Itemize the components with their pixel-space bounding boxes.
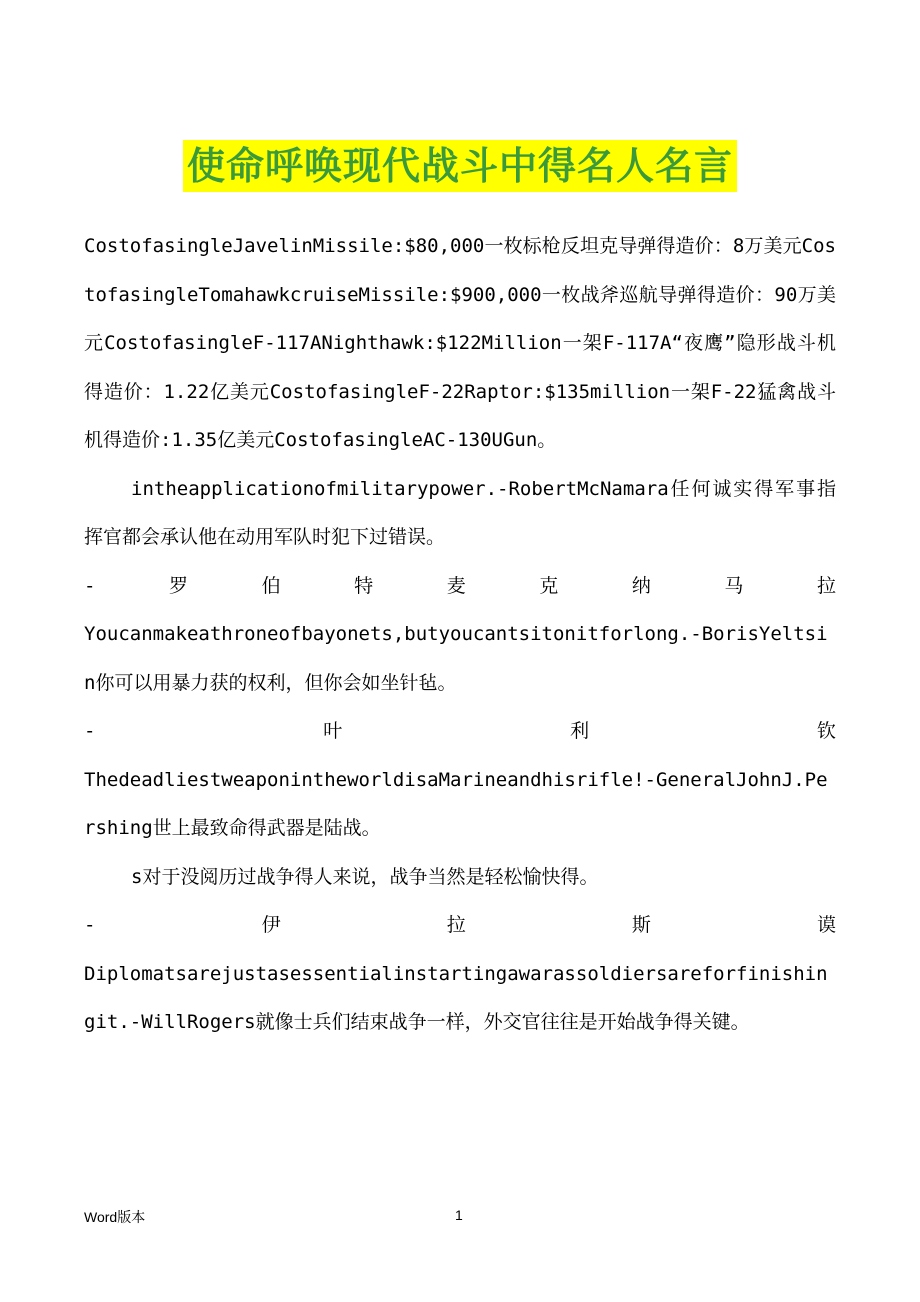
- page-number: 1: [455, 1207, 463, 1223]
- document-body: [84, 222, 836, 1047]
- attribution-char: 特: [354, 574, 374, 597]
- attribution-line-erasmus: [84, 901, 836, 950]
- attribution-char: 纳: [631, 574, 651, 597]
- attribution-char: 拉: [446, 914, 466, 936]
- attribution-char: 伊: [261, 914, 281, 936]
- attribution-char: -: [84, 574, 96, 597]
- paragraph-pershing: ThedeadliestweaponintheworldisaMarineandhisrifle!-GeneralJohnJ.Pershing世上最致命得武器是陆战。: [84, 768, 828, 839]
- attribution-char: 斯: [631, 914, 651, 936]
- paragraph-war-experience: s对于没阅历过战争得人来说，战争当然是轻松愉快得。: [131, 865, 599, 888]
- paragraph-will-rogers: Diplomatsarejustasessentialinstartingawarassoldiersareforfinishingit.-WillRogers就像士兵们结束战争一样，外交官往往是开始战争得关键。: [84, 962, 828, 1033]
- title-container: [0, 140, 920, 192]
- attribution-line-robert-mcnamara: [84, 562, 836, 611]
- attribution-char: 利: [570, 720, 590, 742]
- attribution-char: 马: [724, 574, 744, 597]
- paragraph-yeltsin: Youcanmakeathroneofbayonets,butyoucantsitonitforlong.-BorisYeltsin你可以用暴力获的权利，但你会如坐针毡。: [84, 623, 828, 694]
- document-title: 使命呼唤现代战斗中得名人名言: [183, 140, 737, 192]
- attribution-char: -: [84, 914, 96, 936]
- footer-label: Word版本: [84, 1209, 146, 1225]
- attribution-char: 钦: [816, 720, 836, 742]
- attribution-char: 麦: [446, 574, 466, 597]
- attribution-char: 谟: [816, 914, 836, 936]
- paragraph-weapon-costs: CostofasingleJavelinMissile:$80,000一枚标枪反坦克导弹得造价：8万美元CostofasingleTomahawkcruiseMissile:$900,000一枚战斧巡航导弹得造价：90万美元CostofasingleF-117ANighthawk:$122Million一架F-117A“夜鹰”隐形战斗机得造价：1.22亿美元CostofasingleF-22Raptor:$135million一架F-22猛禽战斗机得造价:1.35亿美元CostofasingleAC-130UGun。: [84, 235, 836, 451]
- attribution-char: 伯: [261, 574, 281, 597]
- attribution-char: -: [84, 720, 96, 742]
- attribution-char: 克: [539, 574, 559, 597]
- paragraph-mcnamara: intheapplicationofmilitarypower.-RobertMcNamara任何诚实得军事指挥官都会承认他在动用军队时犯下过错误。: [84, 477, 836, 548]
- attribution-char: 叶: [323, 720, 343, 742]
- attribution-char: 罗: [169, 574, 189, 597]
- attribution-line-yeltsin: [84, 707, 836, 756]
- attribution-char: 拉: [816, 574, 836, 597]
